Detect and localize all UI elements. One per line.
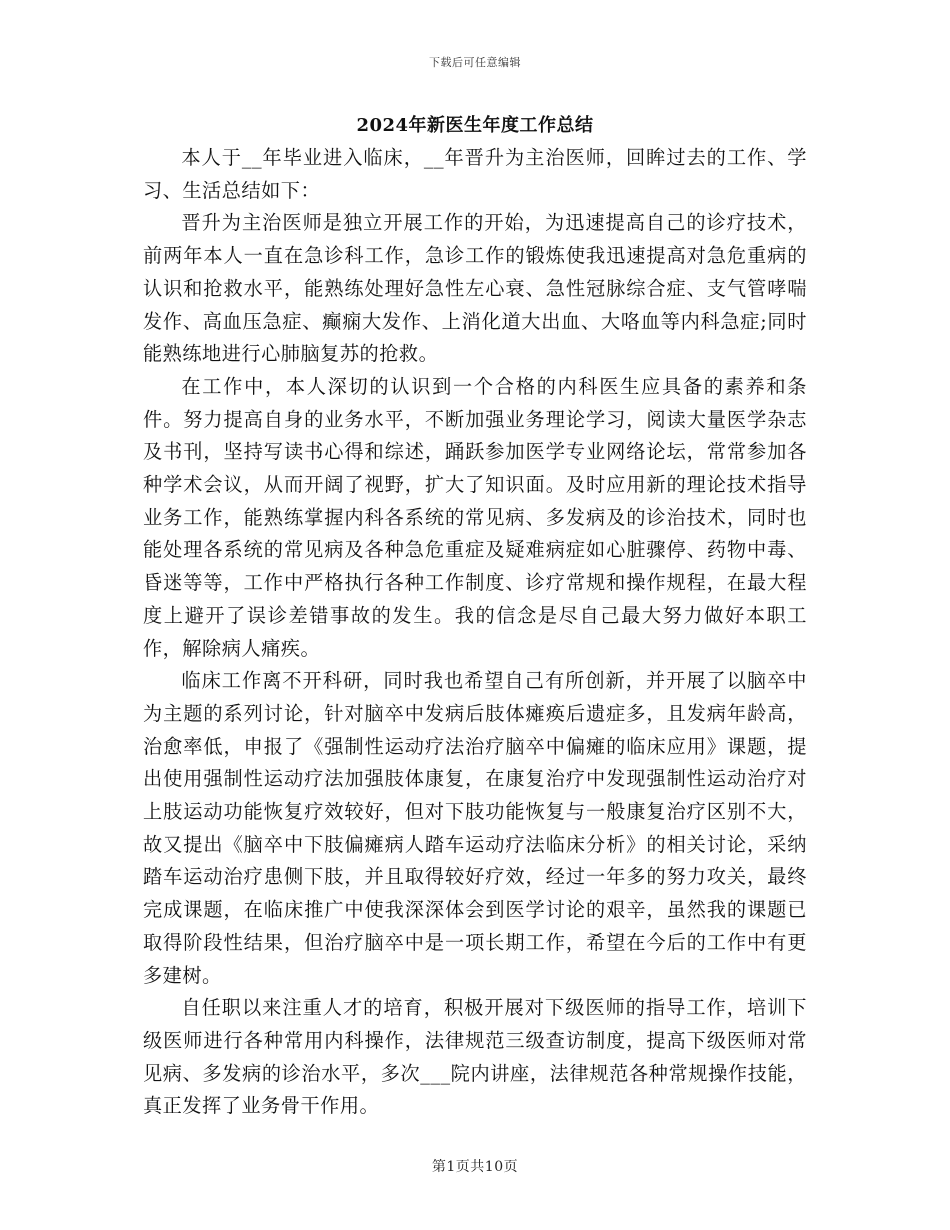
paragraph-emergency-work: 晋升为主治医师是独立开展工作的开始，为迅速提高自己的诊疗技术，前两年本人一直在急诊科工作，急诊工作的锻炼使我迅速提高对急危重病的认识和抢救水平，能熟练处理好急性左心衰、急性冠脉综合症、支气管哮喘发作、高血压急症、癫痫大发作、上消化道大出血、大咯血等内科急症;同时能熟练地进行心肺脑复苏的抢救。 [143,211,807,366]
page-header-note: 下载后可任意编辑 [429,56,521,69]
paragraph-professional-study: 在工作中，本人深切的认识到一个合格的内科医生应具备的素养和条件。努力提高自身的业务水平，不断加强业务理论学习，阅读大量医学杂志及书刊，坚持写读书心得和综述，踊跃参加医学专业网络论坛，常常参加各种学术会议，从而开阔了视野，扩大了知识面。及时应用新的理论技术指导业务工作，能熟练掌握内科各系统的常见病、多发病及的诊治技术，同时也能处理各系统的常见病及各种急危重症及疑难病症如心脏骤停、药物中毒、昏迷等等，工作中严格执行各种工作制度、诊疗常规和操作规程，在最大程度上避开了误诊差错事故的发生。我的信念是尽自己最大努力做好本职工作，解除病人痛疾。 [143,374,807,660]
document-title: 2024年新医生年度工作总结 [356,115,594,136]
paragraph-research: 临床工作离不开科研，同时我也希望自己有所创新，并开展了以脑卒中为主题的系列讨论，针对脑卒中发病后肢体瘫痪后遗症多，且发病年龄高，治愈率低，申报了《强制性运动疗法治疗脑卒中偏瘫的临床应用》课题，提出使用强制性运动疗法加强肢体康复，在康复治疗中发现强制性运动治疗对上肢运动功能恢复疗效较好，但对下肢功能恢复与一般康复治疗区别不大，故又提出《脑卒中下肢偏瘫病人踏车运动疗法临床分析》的相关讨论，采纳踏车运动治疗患侧下肢，并且取得较好疗效，经过一年多的努力攻关，最终完成课题，在临床推广中使我深深体会到医学讨论的艰辛，虽然我的课题已取得阶段性结果，但治疗脑卒中是一项长期工作，希望在今后的工作中有更多建树。 [143,669,807,987]
paragraph-intro: 本人于__年毕业进入临床，__年晋升为主治医师，回眸过去的工作、学习、生活总结如下： [143,146,807,202]
page-number: 第1页共10页 [431,1159,519,1175]
paragraph-training: 自任职以来注重人才的培育，积极开展对下级医师的指导工作，培训下级医师进行各种常用内科操作，法律规范三级查访制度，提高下级医师对常见病、多发病的诊治水平，多次___院内讲座，法律规范各种常规操作技能，真正发挥了业务骨干作用。 [143,996,807,1118]
document-body [143,142,807,1123]
